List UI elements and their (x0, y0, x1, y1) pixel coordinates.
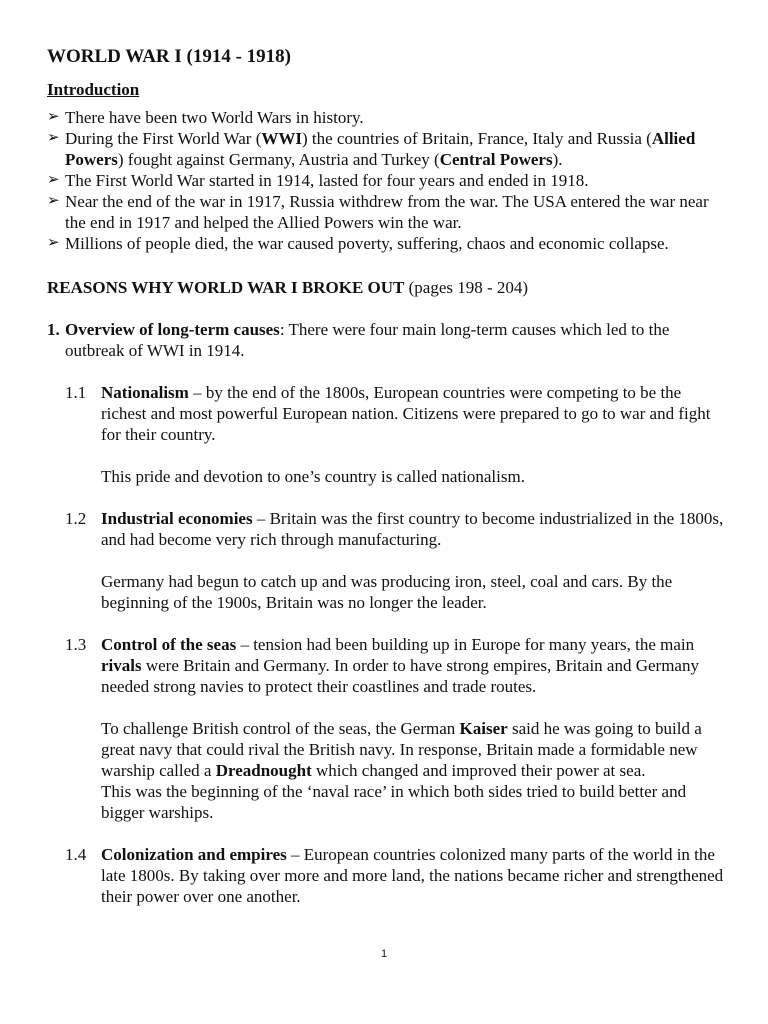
text-run: This pride and devotion to one’s country is called nationalism. (101, 467, 525, 486)
subsection (47, 508, 727, 613)
bold-term: Nationalism (101, 383, 189, 402)
bold-term: Colonization and empires (101, 845, 287, 864)
subsection-paragraph (101, 844, 727, 907)
subsection-paragraph (101, 382, 727, 445)
page-number: 1 (380, 948, 388, 960)
text-run: – Britain was the first country to become industrialized in the 1800s, and had become very rich through manufacturing. (101, 509, 724, 549)
text-run: said he was going to build a great navy that could rival the British navy. In response, Britain made a formidable new warship called a (101, 719, 702, 780)
subsection-number: 1.3 (65, 635, 87, 654)
bold-term: Industrial economies (101, 509, 253, 528)
text-run: Near the end of the war in 1917, Russia withdrew from the war. The USA entered the war near the end in 1917 and helped the Allied Powers win the war. (65, 192, 709, 232)
text-run: During the First World War ( (65, 129, 262, 148)
arrow-bullet-icon: ➢ (47, 235, 60, 251)
text-run: The First World War started in 1914, lasted for four years and ended in 1918. (65, 171, 589, 190)
text-run: which changed and improved their power at sea. (311, 761, 646, 780)
text-run: Germany had begun to catch up and was producing iron, steel, coal and cars. By the beginning of the 1900s, Britain was no longer the leader. (101, 572, 673, 612)
intro-bullet (47, 233, 727, 254)
arrow-bullet-icon: ➢ (47, 109, 60, 125)
intro-bullet (47, 191, 727, 233)
subsection-number: 1.2 (65, 509, 87, 528)
page-title: WORLD WAR I (1914 - 1918) (47, 46, 292, 67)
bold-term: rivals (101, 656, 142, 675)
text-run: This was the beginning of the ‘naval race’ in which both sides tried to build better and bigger warships. (101, 782, 687, 822)
bold-term: Overview of long-term causes (65, 320, 280, 339)
text-run: – tension had been building up in Europe for many years, the main (236, 635, 695, 654)
subsection-paragraph (101, 466, 727, 487)
reasons-heading-pages: (pages 198 - 204) (404, 278, 529, 297)
intro-heading: Introduction (47, 80, 140, 99)
bold-term: Control of the seas (101, 635, 237, 654)
bold-term: Dreadnought (215, 761, 312, 780)
subsection-paragraph (101, 718, 727, 781)
arrow-bullet-icon: ➢ (47, 193, 60, 209)
text-run: Millions of people died, the war caused poverty, suffering, chaos and economic collapse. (65, 234, 669, 253)
bold-term: Allied Powers (65, 129, 696, 169)
text-run: were Britain and Germany. In order to have strong empires, Britain and Germany needed strong navies to protect their coastlines and trade routes. (101, 656, 699, 696)
document-page (47, 45, 727, 907)
bold-term: Central Powers (439, 150, 553, 169)
reasons-heading-title: REASONS WHY WORLD WAR I BROKE OUT (47, 278, 405, 297)
subsection-paragraph (101, 571, 727, 613)
text-run: ) fought against Germany, Austria and Turkey ( (117, 150, 440, 169)
subsection (47, 844, 727, 907)
overview-number: 1. (47, 320, 60, 339)
arrow-bullet-icon: ➢ (47, 130, 60, 146)
subsection-number: 1.1 (65, 383, 87, 402)
overview-text (65, 320, 669, 360)
intro-bullet (47, 107, 727, 128)
subsection-number: 1.4 (65, 845, 87, 864)
subsection-list (47, 382, 727, 907)
text-run: ). (552, 150, 563, 169)
overview-item (47, 319, 727, 361)
subsection-paragraph (101, 781, 727, 823)
subsection-paragraph (101, 508, 727, 550)
bold-term: WWI (261, 129, 302, 148)
subsection (47, 634, 727, 823)
text-run: To challenge British control of the seas, the German (101, 719, 460, 738)
text-run: ) the countries of Britain, France, Italy and Russia ( (302, 129, 652, 148)
subsection (47, 382, 727, 487)
intro-bullet-list (47, 107, 727, 254)
intro-bullet (47, 170, 727, 191)
text-run: There have been two World Wars in history. (65, 108, 364, 127)
subsection-paragraph (101, 634, 727, 697)
reasons-heading (47, 277, 727, 299)
text-run: : There were four main long-term causes which led to the outbreak of WWI in 1914. (65, 320, 670, 360)
text-run: – European countries colonized many parts of the world in the late 1800s. By taking over more and more land, the nations became richer and strengthened their power over one another. (101, 845, 724, 906)
arrow-bullet-icon: ➢ (47, 172, 60, 188)
bold-term: Kaiser (459, 719, 508, 738)
intro-bullet (47, 128, 727, 170)
text-run: – by the end of the 1800s, European countries were competing to be the richest and most powerful European nation. Citizens were prepared to go to war and fight for their country. (101, 383, 711, 444)
